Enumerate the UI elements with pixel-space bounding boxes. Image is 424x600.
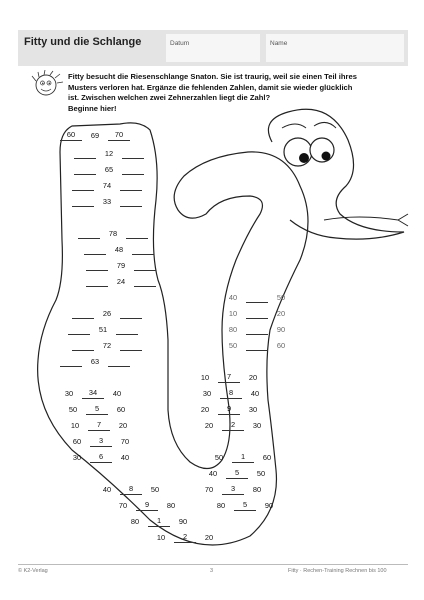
sequence-number: 50 [214,453,224,462]
sequence-number: 20 [276,309,286,318]
sequence-number: 8 [220,388,242,399]
sequence-row [62,404,132,415]
answer-blank[interactable] [120,350,142,351]
sequence-number: 30 [248,405,258,414]
worksheet-title: Fitty und die Schlange [24,36,142,48]
sequence-row [202,468,272,479]
sequence-number: 2 [222,420,244,431]
sequence-row [76,228,150,239]
answer-blank[interactable] [120,318,142,319]
sequence-number: 80 [216,501,226,510]
sequence-row [222,324,292,335]
sequence-number: 50 [68,405,78,414]
sequence-row [58,356,132,367]
sequence-number: 50 [150,485,160,494]
sequence-number: 3 [222,484,244,495]
sequence-row [66,324,140,335]
sequence-number: 24 [116,277,126,286]
answer-blank[interactable] [246,350,268,351]
answer-blank[interactable] [134,286,156,287]
instruction-line: ist. Zwischen welchen zwei Zehnerzahlen liegt die Zahl? [68,93,271,102]
answer-blank[interactable] [126,238,148,239]
sequence-row [82,244,156,255]
sequence-number: 60 [60,130,82,141]
sequence-row [96,484,166,495]
footer-series: Fitty · Rechen-Training Rechnen bis 100 [288,568,387,574]
name-label: Name [270,40,288,47]
sequence-number: 40 [228,293,238,302]
sequence-number: 40 [112,389,122,398]
sequence-row [64,420,134,431]
sequence-number: 30 [72,453,82,462]
sequence-row [70,340,144,351]
sequence-number: 5 [86,404,108,415]
sequence-row [66,436,136,447]
sequence-number: 78 [108,229,118,238]
sequence-number: 48 [114,245,124,254]
sequence-number: 33 [102,197,112,206]
sequence-number: 60 [262,453,272,462]
sequence-number: 80 [130,517,140,526]
footer-divider [18,564,408,565]
sequence-number: 70 [108,130,130,141]
sequence-row [222,308,292,319]
sequence-number: 90 [178,517,188,526]
sequence-row [58,130,132,141]
answer-blank[interactable] [86,286,108,287]
answer-blank[interactable] [120,190,142,191]
sequence-number: 20 [204,421,214,430]
sequence-row [84,260,158,271]
sequence-number: 40 [120,453,130,462]
sequence-number: 9 [136,500,158,511]
sequence-number: 40 [250,389,260,398]
sequence-row [194,372,264,383]
sequence-row [66,452,136,463]
answer-blank[interactable] [72,190,94,191]
answer-blank[interactable] [122,174,144,175]
sequence-number: 60 [116,405,126,414]
sequence-number: 60 [276,341,286,350]
answer-blank[interactable] [74,174,96,175]
sequence-number: 9 [218,404,240,415]
sequence-number: 1 [148,516,170,527]
answer-blank[interactable] [72,318,94,319]
sequence-number: 20 [200,405,210,414]
sequence-row [198,484,268,495]
sequence-number: 30 [252,421,262,430]
sequence-number: 80 [166,501,176,510]
answer-blank[interactable] [84,254,106,255]
sequence-number: 70 [118,501,128,510]
sequence-number: 70 [120,437,130,446]
sequence-row [124,516,194,527]
sequence-row [222,340,292,351]
sequence-number: 50 [276,293,286,302]
sequence-row [208,452,278,463]
sequence-number: 3 [90,436,112,447]
sequence-row [196,388,266,399]
sequence-row [194,404,264,415]
sequence-number: 80 [228,325,238,334]
sequence-number: 65 [104,165,114,174]
sequence-number: 10 [228,309,238,318]
sequence-number: 30 [64,389,74,398]
sequence-number: 34 [82,388,104,399]
footer-publisher: © K2-Verlag [18,568,48,574]
answer-blank[interactable] [246,318,268,319]
sequence-row [198,420,268,431]
sequence-number: 30 [202,389,212,398]
sequence-number: 10 [156,533,166,542]
sequence-row [58,388,128,399]
sequence-number: 26 [102,309,112,318]
sequence-number: 2 [174,532,196,543]
sequence-number: 7 [218,372,240,383]
sequence-number: 70 [204,485,214,494]
sequence-number: 74 [102,181,112,190]
answer-blank[interactable] [68,334,90,335]
answer-blank[interactable] [86,270,108,271]
sequence-row [72,164,146,175]
sequence-number: 79 [116,261,126,270]
answer-blank[interactable] [74,158,96,159]
answer-blank[interactable] [60,366,82,367]
instruction-line: Musters verloren hat. Ergänze die fehlenden Zahlen, damit sie wieder glücklich [68,82,353,92]
answer-blank[interactable] [72,206,94,207]
sequence-number: 50 [228,341,238,350]
sequence-row [210,500,280,511]
answer-blank[interactable] [246,302,268,303]
answer-blank[interactable] [116,334,138,335]
sequence-number: 5 [226,468,248,479]
instruction-line: Fitty besucht die Riesenschlange Snaton. Sie ist traurig, weil sie einen Teil ihres [68,72,357,81]
sequence-number: 90 [264,501,274,510]
sequence-number: 20 [118,421,128,430]
sequence-number: 12 [104,149,114,158]
answer-blank[interactable] [72,350,94,351]
sequence-row [70,196,144,207]
sequence-number: 72 [102,341,112,350]
answer-blank[interactable] [246,334,268,335]
sequence-row [72,148,146,159]
sequence-number: 80 [252,485,262,494]
answer-blank[interactable] [78,238,100,239]
answer-blank[interactable] [132,254,154,255]
sequence-number: 5 [234,500,256,511]
instruction-start: Beginne hier! [68,103,117,113]
sequence-number: 40 [208,469,218,478]
sequence-row [150,532,220,543]
sequence-number: 10 [200,373,210,382]
answer-blank[interactable] [134,270,156,271]
sequence-number: 51 [98,325,108,334]
sequence-number: 40 [102,485,112,494]
sequence-number: 20 [204,533,214,542]
sequence-number: 60 [72,437,82,446]
sequence-number: 63 [90,357,100,366]
sequence-row [84,276,158,287]
answer-blank[interactable] [108,366,130,367]
sequence-row [112,500,182,511]
sequence-number: 10 [70,421,80,430]
sequence-number: 50 [256,469,266,478]
datum-label: Datum [170,40,190,47]
sequence-number: 7 [88,420,110,431]
answer-blank[interactable] [120,206,142,207]
sequence-number: 69 [90,131,100,140]
sequence-number: 1 [232,452,254,463]
footer-page-number: 3 [210,568,214,574]
sequence-number: 20 [248,373,258,382]
sequence-row [70,308,144,319]
sequence-number: 6 [90,452,112,463]
sequence-number: 8 [120,484,142,495]
sequence-row [222,292,292,303]
sequence-number: 90 [276,325,286,334]
sequence-row [70,180,144,191]
answer-blank[interactable] [122,158,144,159]
